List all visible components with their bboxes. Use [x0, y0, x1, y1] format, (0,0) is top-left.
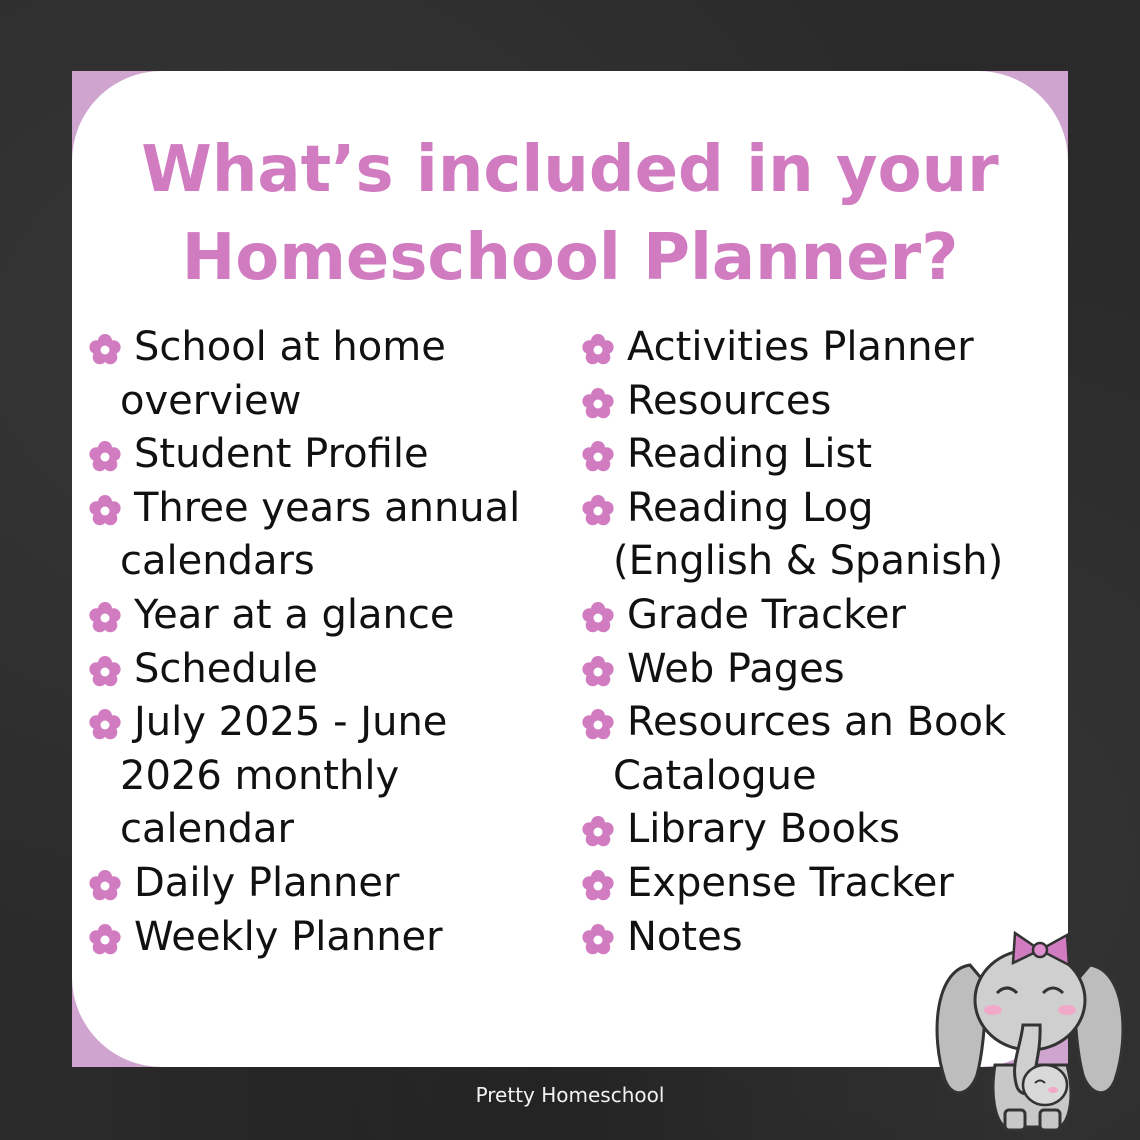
list-item-text: Year at a glance	[134, 591, 455, 638]
list-item-text: Reading List	[627, 431, 872, 478]
flower-icon	[88, 333, 122, 367]
list-item-text: calendars	[120, 538, 315, 585]
list-item-continuation	[84, 375, 564, 429]
title-line-1: What’s included in your	[141, 133, 999, 207]
flower-icon	[581, 494, 615, 528]
flower-icon	[581, 601, 615, 635]
list-item-continuation	[84, 750, 564, 804]
list-item	[84, 857, 564, 911]
right-feature-list	[577, 321, 1057, 964]
list-item	[577, 857, 1057, 911]
list-item	[577, 589, 1057, 643]
list-item-text: (English & Spanish)	[613, 538, 1004, 585]
list-item	[577, 428, 1057, 482]
list-item-text: Activities Planner	[627, 324, 974, 370]
list-item-text: Schedule	[134, 645, 318, 692]
content-card	[72, 71, 1068, 1067]
flower-icon	[88, 601, 122, 635]
list-item-text: Web Pages	[627, 645, 845, 692]
list-item-text: Library Books	[627, 806, 900, 853]
flower-icon	[88, 869, 122, 903]
flower-icon	[88, 494, 122, 528]
list-item-text: calendar	[120, 806, 294, 853]
flower-icon	[581, 869, 615, 903]
pink-frame	[72, 71, 1068, 1067]
list-item	[577, 375, 1057, 429]
list-item	[84, 482, 564, 536]
flower-icon	[88, 708, 122, 742]
list-item-text: School at home	[134, 324, 446, 370]
list-item-text: Student Profile	[134, 431, 429, 478]
left-feature-list	[84, 321, 564, 964]
list-item-continuation	[577, 750, 1057, 804]
list-item-continuation	[577, 535, 1057, 589]
list-item-text: Daily Planner	[134, 859, 400, 906]
list-item	[84, 911, 564, 965]
list-item-text: Resources	[627, 377, 832, 424]
flower-icon	[88, 440, 122, 474]
list-item	[84, 321, 564, 375]
title-line-2: Homeschool Planner?	[181, 221, 959, 295]
list-item	[84, 428, 564, 482]
flower-icon	[581, 387, 615, 421]
list-item	[84, 643, 564, 697]
list-item-text: Expense Tracker	[627, 859, 954, 906]
list-item-text: July 2025 - June	[134, 699, 448, 746]
flower-icon	[88, 655, 122, 689]
list-item-text: Three years annual	[134, 484, 521, 531]
list-item	[577, 803, 1057, 857]
flower-icon	[88, 923, 122, 957]
list-item-text: 2026 monthly	[120, 752, 400, 799]
list-item-text: Grade Tracker	[627, 591, 906, 638]
flower-icon	[581, 815, 615, 849]
footer-credit: Pretty Homeschool	[475, 1083, 665, 1107]
list-item-text: Weekly Planner	[134, 913, 443, 960]
flower-icon	[581, 440, 615, 474]
list-item-continuation	[84, 535, 564, 589]
list-item-text: Reading Log	[627, 484, 874, 531]
flower-icon	[581, 708, 615, 742]
list-item-text: Resources an Book	[627, 699, 1007, 746]
flower-icon	[581, 333, 615, 367]
list-item	[84, 696, 564, 750]
list-item	[577, 482, 1057, 536]
list-item	[84, 589, 564, 643]
list-item	[577, 696, 1057, 750]
list-item	[577, 321, 1057, 375]
list-item-text: overview	[120, 377, 302, 424]
page-title	[72, 126, 1068, 302]
list-item-text: Catalogue	[613, 752, 817, 799]
flower-icon	[581, 923, 615, 957]
list-item	[577, 643, 1057, 697]
list-item-text: Notes	[627, 913, 743, 960]
list-item-continuation	[84, 803, 564, 857]
flower-icon	[581, 655, 615, 689]
